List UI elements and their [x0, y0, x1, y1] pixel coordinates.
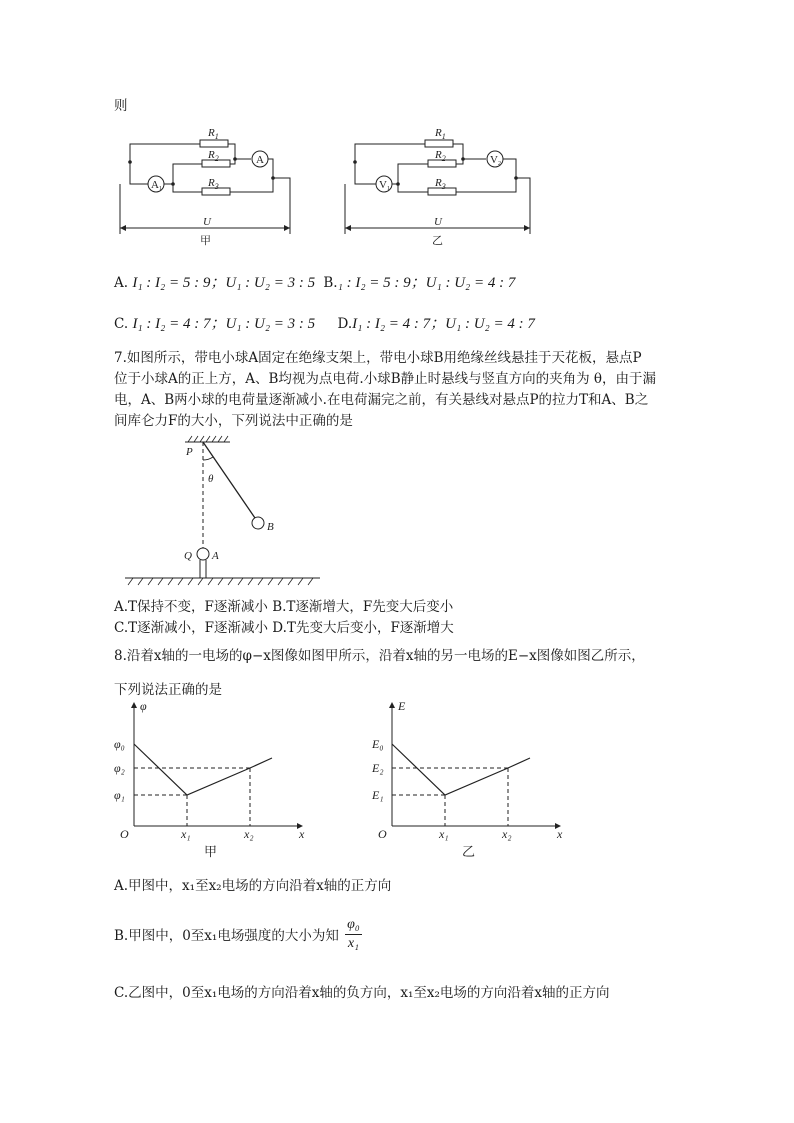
label-b: B	[267, 521, 274, 533]
q8-option-c: C.乙图中，0至x₁电场的方向沿着x轴的负方向，x₁至x₂电场的方向沿着x轴的正方向	[114, 985, 610, 1001]
svg-text:V2: V2	[490, 154, 501, 167]
q8-line-2: 下列说法正确的是	[114, 682, 222, 698]
ball-a	[197, 548, 209, 560]
x-tick-label: x₂	[502, 827, 512, 841]
ball-b	[252, 517, 264, 529]
x-tick-label: x₁	[439, 827, 449, 841]
resistor-r1-right	[425, 140, 453, 147]
caption-yi-circuit: 乙	[432, 235, 443, 247]
voltage-u-right: U	[434, 216, 442, 228]
ammeter-a1-label: A	[151, 179, 159, 191]
q7-line-1: 7.如图所示，带电小球A固定在绝缘支架上，带电小球B用绝缘丝线悬挂于天花板，悬点P	[114, 350, 642, 366]
svg-text:A1: A1	[151, 179, 162, 192]
label-theta: θ	[208, 473, 214, 485]
q6-option-d-prefix: D.	[337, 316, 353, 332]
q8-line-1: 8.沿着x轴的一电场的φ−x图像如图甲所示，沿着x轴的另一电场的E−x图像如图乙所示，	[114, 648, 645, 664]
label-r1: R	[208, 127, 215, 139]
origin-label: O	[378, 827, 387, 841]
x-axis-label: x	[557, 827, 563, 841]
y-tick-label: φ₂	[114, 761, 125, 775]
x-tick-label: x₂	[244, 827, 254, 841]
voltage-u-left: U	[203, 216, 211, 228]
y-tick-label: φ₁	[114, 788, 125, 802]
q7-line-2: 位于小球A的正上方，A、B均视为点电荷.小球B静止时悬线与竖直方向的夹角为 θ，由于漏	[114, 371, 657, 387]
svg-text:R1: $R_1$	[208, 127, 219, 141]
label-a: A	[212, 550, 219, 562]
circuit-left-diagram	[110, 122, 300, 262]
q7-options-row1: A.T保持不变，F逐渐减小 B.T逐渐增大，F先变大后变小	[114, 599, 454, 615]
svg-text:R3: $R_3$	[435, 177, 446, 191]
chart-caption: 甲	[204, 844, 218, 859]
fraction-denominator: x₁	[347, 936, 359, 951]
label-r1-right: R	[435, 127, 442, 139]
q7-options-row2: C.T逐渐减小，F逐渐减小 D.T先变大后变小，F逐渐增大	[114, 620, 454, 636]
data-line	[134, 744, 272, 795]
y-axis-arrow	[389, 702, 395, 708]
origin-label: O	[120, 827, 129, 841]
resistor-r1	[200, 140, 228, 147]
svg-text:R3: $R_3$	[208, 177, 219, 191]
q6-options-row2	[114, 314, 535, 334]
y-axis-arrow	[131, 702, 137, 708]
svg-text:R2: $R_2$	[435, 149, 446, 163]
y-axis-label: φ	[140, 699, 147, 713]
ammeter-a-label: A	[256, 154, 264, 166]
chart-caption: 乙	[462, 844, 476, 859]
fraction-phi0-over-x1	[345, 916, 362, 953]
q6-option-c: I₁ : I₂ = 4 : 7；U₁ : U₂ = 3 : 5	[132, 316, 316, 332]
voltmeter-v2-label: V	[490, 154, 498, 166]
header-word: 则	[114, 98, 128, 114]
label-p: P	[186, 446, 193, 458]
q7-line-4: 间库仑力F的大小，下列说法中正确的是	[114, 413, 353, 429]
y-tick-label: E₀	[372, 737, 384, 751]
y-axis-label: E	[398, 699, 406, 713]
voltmeter-v1-label: V	[379, 179, 387, 191]
label-q: Q	[184, 550, 192, 562]
q7-line-3: 电，A、B两小球的电荷量逐渐减小.在电荷漏完之前，有关悬线对悬点P的拉力T和A、B之	[114, 392, 649, 408]
pendulum-figure	[120, 432, 325, 592]
label-r3-right: R	[435, 177, 442, 189]
fraction-numerator: φ₀	[345, 916, 362, 935]
y-tick-label: E₁	[372, 788, 384, 802]
q8-option-b	[114, 918, 362, 955]
label-r2: R	[208, 149, 215, 161]
x-tick-label: x₁	[181, 827, 191, 841]
q6-option-c-prefix: C.	[114, 316, 133, 332]
q6-option-d: I₁ : I₂ = 4 : 7；U₁ : U₂ = 4 : 7	[352, 316, 535, 332]
q8-option-a: A.甲图中，x₁至x₂电场的方向沿着x轴的正方向	[114, 878, 392, 894]
label-r2-right: R	[435, 149, 442, 161]
q6-option-b-prefix: B.	[323, 275, 338, 291]
q6-option-a: I₁ : I₂ = 5 : 9；U₁ : U₂ = 3 : 5	[132, 275, 316, 291]
q6-option-b: ₁ : I₂ = 5 : 9；U₁ : U₂ = 4 : 7	[337, 275, 516, 291]
y-tick-label: E₂	[372, 761, 384, 775]
x-axis-label: x	[299, 827, 305, 841]
phi-x-chart	[112, 700, 312, 860]
caption-jia-circuit: 甲	[200, 235, 211, 247]
q8-option-b-text: B.甲图中，0至x₁电场强度的大小为知	[114, 928, 339, 944]
circuit-right-diagram	[340, 122, 540, 262]
svg-text:R1: $R_1$	[435, 127, 446, 141]
svg-text:V1: V1	[379, 179, 390, 192]
data-line	[392, 744, 530, 795]
q6-option-a-prefix: A.	[114, 275, 133, 291]
y-tick-label: φ₀	[114, 737, 125, 751]
label-r3: R	[208, 177, 215, 189]
e-x-chart	[370, 700, 570, 860]
q6-options-row1	[114, 273, 515, 293]
svg-text:R2: $R_2$	[208, 149, 219, 163]
